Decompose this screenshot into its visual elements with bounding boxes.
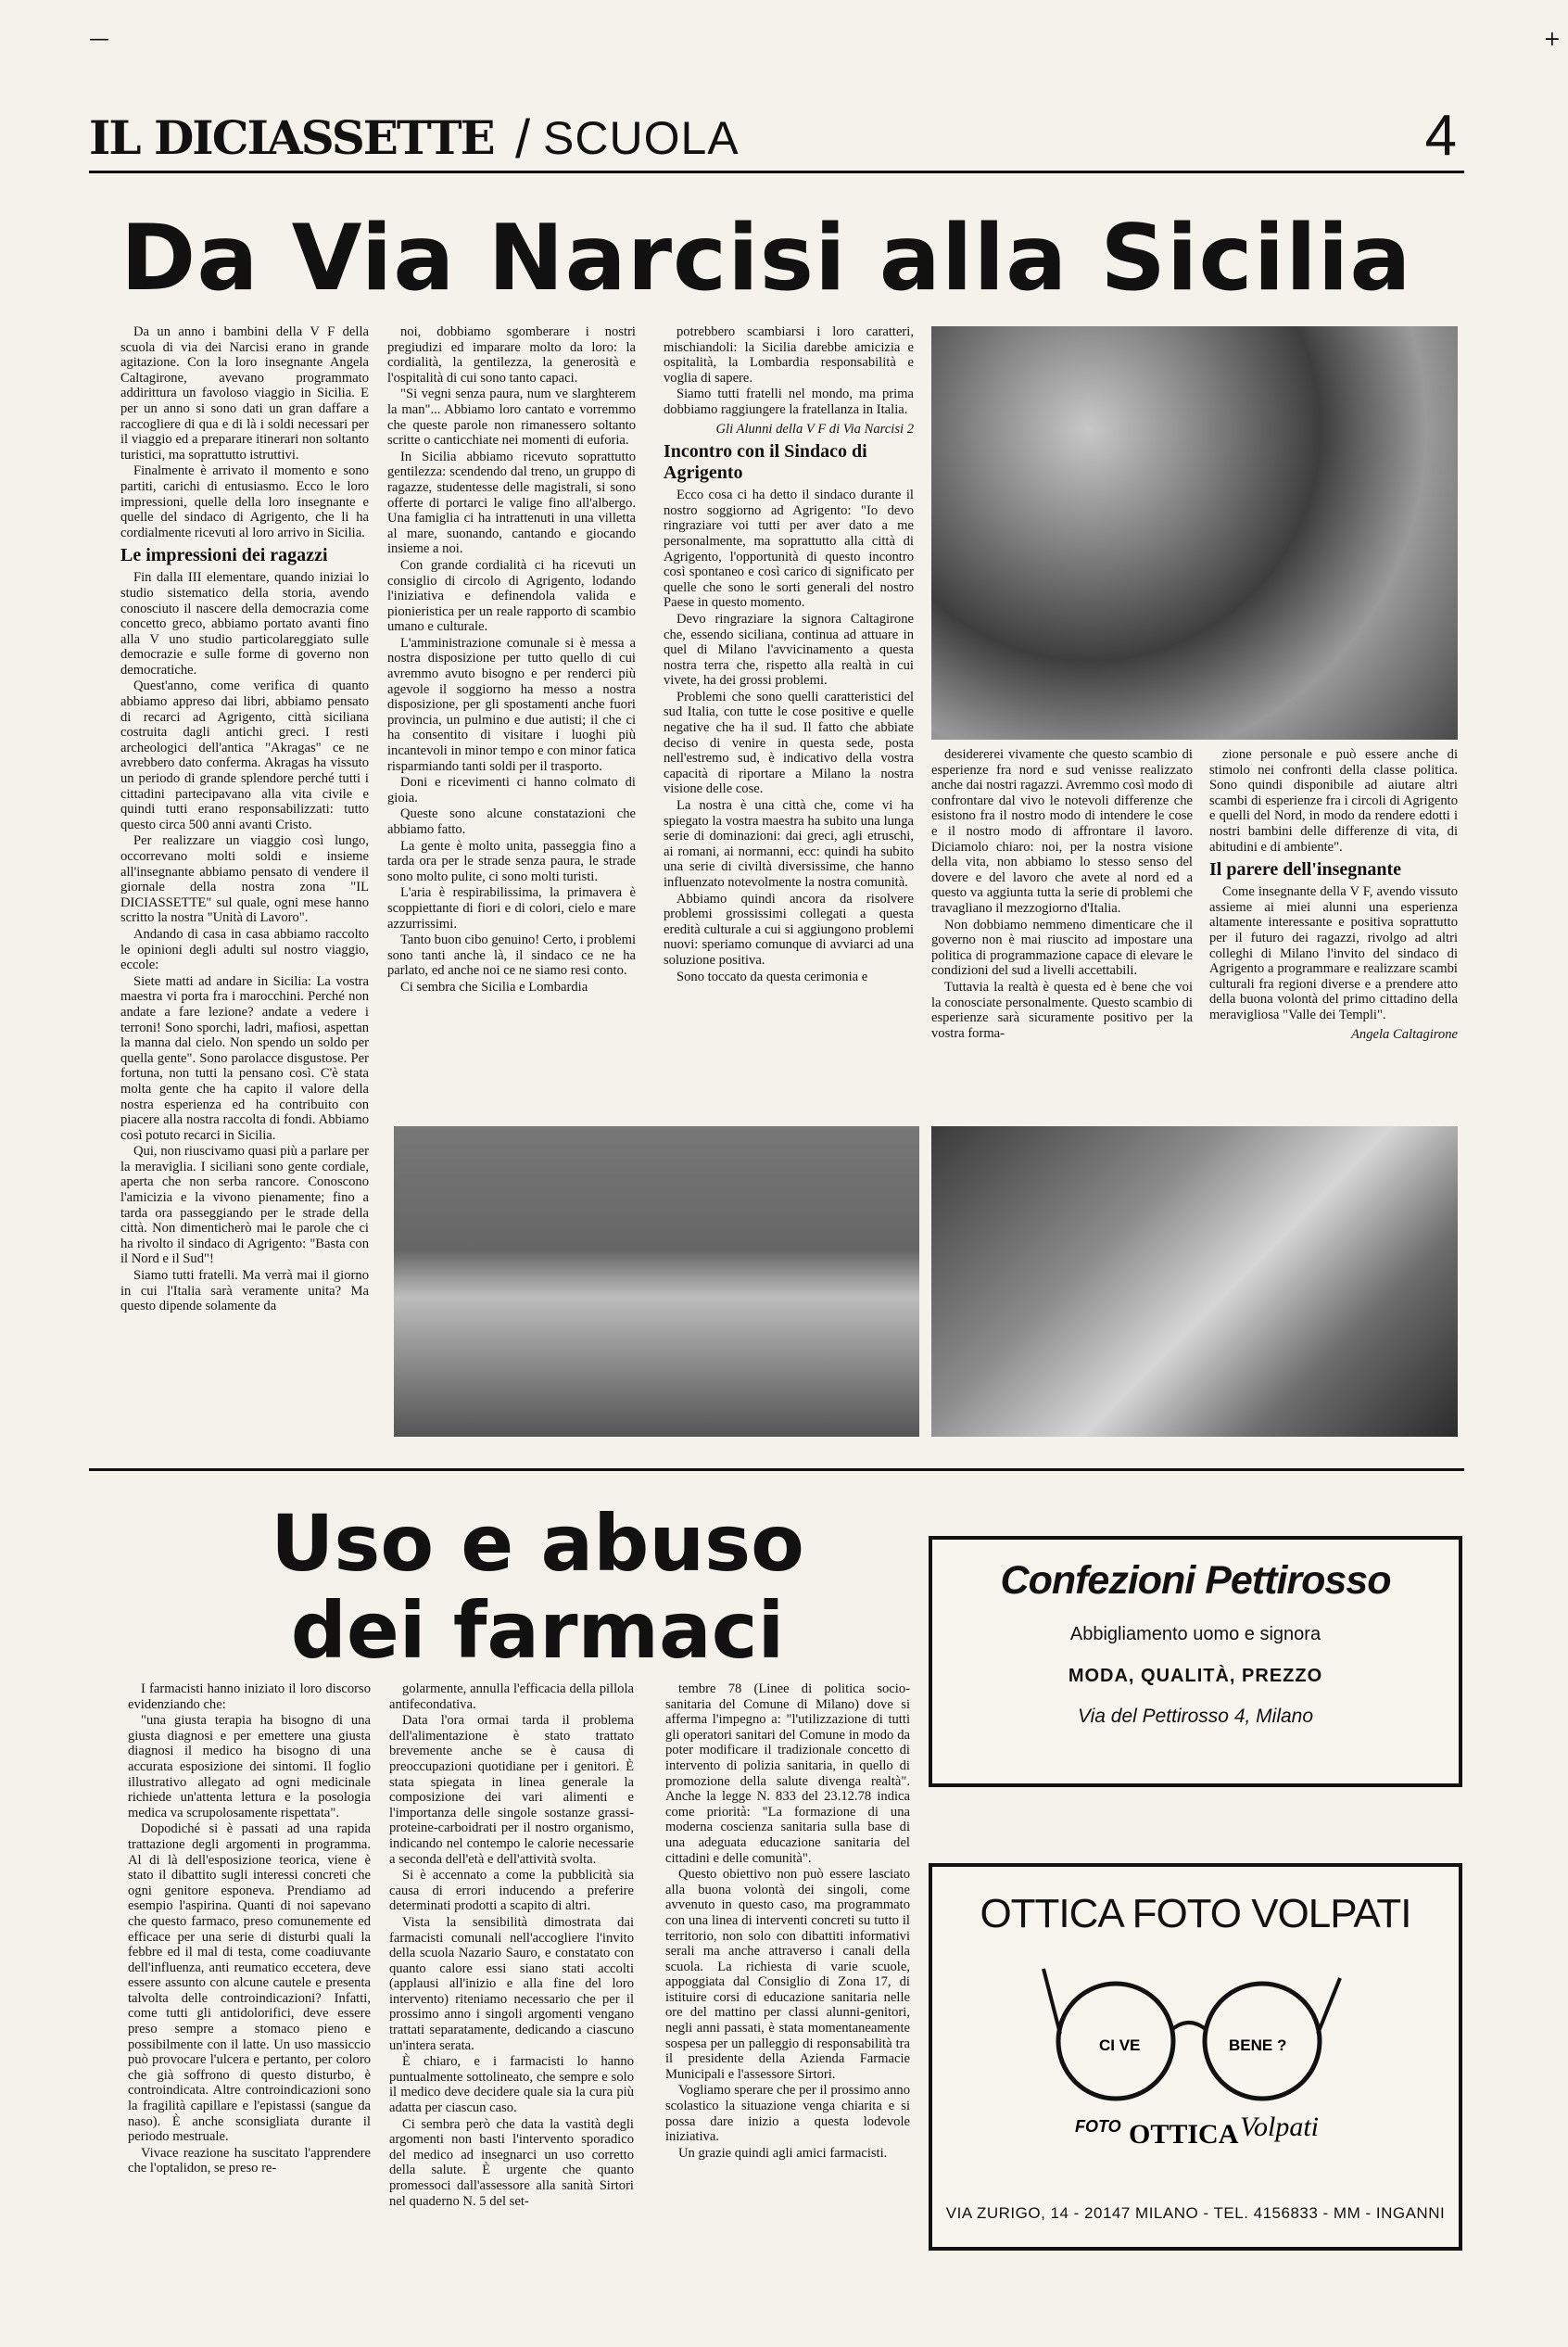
ad-address: VIA ZURIGO, 14 - 20147 MILANO - TEL. 4156833 - MM - INGANNI [945, 2204, 1446, 2222]
article-paragraph: Ci sembra che Sicilia e Lombardia [400, 979, 588, 995]
article-paragraph: In Sicilia abbiamo ricevuto soprattutto gentilezza: scendendo dal treno, un gruppo di ragazze, studentesse delle magistrali, si sono offerte di portarci le valige fino all'albergo. Una famiglia ci ha intrattenuti in una villetta al mare, suonando, cantando e giocando insieme a noi. [387, 449, 636, 557]
article-column [665, 1681, 910, 2162]
article-column [128, 1681, 371, 2177]
article-paragraph: Da un anno i bambini della V F della scuola di via dei Narcisi erano in grande agitazione. Con la loro insegnante Angela Caltagirone, avevano programmato addirittura un favoloso viaggio in Sicilia. E per un anno si sono dati un gran daffare a raccogliere di qua e di là i soldi necessari per il viaggio ed a preparare itinerari non soltanto turistici, ma soprattutto istruttivi. [120, 324, 369, 463]
article-column [387, 324, 636, 996]
article-headline: Da Via Narcisi alla Sicilia [120, 206, 1412, 311]
masthead-section: SCUOLA [543, 112, 740, 164]
article-paragraph: Un grazie quindi agli amici farmacisti. [678, 2145, 888, 2161]
article-paragraph: Data l'ora ormai tarda il problema dell'alimentazione è stato trattato brevemente anche se è causa di preoccupazioni quotidiane per i genitori. È stata spiegata in linea generale la composizione dei vari alimenti e l'importanza delle singole sostanze grassi-proteine-carboidrati per il nostro organismo, indicando nel contempo le calorie necessarie a seconda dell'età e dell'attività svolta. [389, 1713, 634, 1867]
glasses-logo-icon [1034, 1950, 1359, 2182]
article-paragraph: La nostra è una città che, come vi ha spiegato la vostra maestra ha subito una lunga serie di dominazioni: dai greci, agli etruschi, ai romani, ai normanni, ecc: quindi ha subito una serie di civiltà diversissime, che hanno influenzato notevolmente la nostra comunità. [664, 798, 914, 890]
advertisement-volpati [929, 1863, 1462, 2251]
logo-text: OTTICA [1129, 2119, 1239, 2150]
article-paragraph: noi, dobbiamo sgomberare i nostri pregiudizi ed imparare molto da loro: la cordialità, la gentilezza, la generosità e l'ospitalità di cui sono tanto capaci. [387, 324, 636, 386]
article-paragraph: Vista la sensibilità dimostrata dai farmacisti comunali nell'accogliere l'invito della scuola Nazario Sauro, e constatato con quanto calore essi siano stati accolti (applausi all'inizio e alla fine del loro intervento) riteniamo necessario che per il prossimo anno i singoli argomenti vengano trattati separatamente, dedicando a ciascuno un'intera serata. [389, 1914, 634, 2053]
article-paragraph: La gente è molto unita, passeggia fino a tarda ora per le strade senza paura, le strade sono molto pulite, ci sono molti turisti. [387, 838, 636, 884]
article-paragraph: Doni e ricevimenti ci hanno colmato di gioia. [387, 775, 636, 806]
article-paragraph: Questo obiettivo non può essere lasciato alla buona volontà dei singoli, come avvenuto in questo caso, ma programmato con una linea di interventi concreti su tutto il territorio, non solo con dibattiti informativi serali ma anche attraverso i canali della scuola. La richiesta di varie scuole, appoggiata dal Consiglio di Zona 17, di istituire corsi di educazione sanitaria nelle ore del mattino per classi alunni-genitori, negli anni passati, è stata momentaneamente sospesa per un palleggio di responsabilità tra il presidente della Azienda Farmacie Municipali e l'assessore Sirtori. [665, 1867, 910, 2082]
article-paragraph: Ecco cosa ci ha detto il sindaco durante il nostro soggiorno ad Agrigento: "Io devo ringraziare voi tutti per aver dato a me personalmente, ma soprattutto alla città di Agrigento, l'opportunità di questo incontro così spontaneo e così carico di significato per quelle che sono le sorti generali del nostro Paese in questo momento. [664, 488, 914, 611]
article-subheading: Le impressioni dei ragazzi [120, 545, 328, 566]
article-headline [250, 1500, 825, 1674]
headline-line: dei farmaci [290, 1585, 785, 1676]
article-paragraph: Finalmente è arrivato il momento e sono partiti, carichi di entusiasmo. Ecco le loro impressioni, quelle della loro insegnante e quelle del sindaco di Agrigento, che li ha cordialmente ricevuti al loro arrivo in Sicilia. [120, 463, 369, 540]
logo-text: BENE ? [1229, 2036, 1287, 2054]
article-column [389, 1681, 634, 2210]
article-column [1209, 747, 1458, 1043]
masthead-title: IL DICIASSETTE [89, 110, 494, 165]
article-paragraph: I farmacisti hanno iniziato il loro discorso evidenziando che: [128, 1681, 371, 1712]
article-paragraph: zione personale e può essere anche di stimolo nei confronti della classe politica. Sono quindi disponibile ad aiutare altri scambi di esperienze fra i circoli di Agrigento e quelli del Nord, in modo da rendere edotti i nostri bambini delle differenze di vita, di abitudini e di ambiente". [1209, 747, 1458, 855]
ad-address: Via del Pettirosso 4, Milano [1077, 1706, 1314, 1727]
article-paragraph: Vivace reazione ha suscitato l'apprendere che l'optalidon, se preso re- [128, 2145, 371, 2176]
article-paragraph: tembre 78 (Linee di politica socio-sanitaria del Comune di Milano) dove si afferma l'impegno a: "l'utilizzazione di tutti gli operatori sanitari del Comune in modo da poter modificare il tradizionale concetto di intervento di polizia sanitaria, in quello di promozione della salute divenga realtà". Anche la legge N. 833 del 23.12.78 indica come priorità: "La formazione di una moderna coscienza sanitaria sulla base di una adeguata educazione sanitaria del cittadini e delle comunità". [665, 1681, 910, 1866]
article-paragraph: Dopodiché si è passati ad una rapida trattazione degli argomenti in programma. Al di là dell'esposizione teorica, viene è stato il dibattito sugli interessi concreti che ogni genitore esponeva. Prendiamo ad esempio l'aspirina. Quanti di noi sapevano che questo farmaco, preso comunemente ed efficace per una serie di disturbi quali la febbre ed il mal di testa, come coadiuvante dell'influenza, anti reumatico eccetera, deve essere assunto con alcune cautele e presenta talvolta delle controindicazioni? Infatti, come tutti gli antidolorifici, deve essere preso sempre a stomaco pieno e possibilmente con il latte. Un uso massiccio può provocare l'ulcera e pertanto, per coloro che già soffrono di questo disturbo, è controindicata. Altre controindicazioni sono la fragilità capillare e l'epistassi (sangue da naso). È anche sconsigliata durante il periodo mestruale. [128, 1821, 371, 2145]
article-paragraph: Per realizzare un viaggio così lungo, occorrevano molti soldi e insieme all'insegnante abbiamo pensato di vendere il giornale della nostra zona "IL DICIASSETTE" sul quale, ogni mese hanno scritto la nostra "Unità di Lavoro". [120, 833, 369, 926]
crop-mark: + [1543, 28, 1561, 51]
article-column [120, 324, 369, 1315]
article-signature: Angela Caltagirone [1351, 1026, 1458, 1042]
logo-text: FOTO [1075, 2117, 1121, 2136]
article-paragraph: Siamo tutti fratelli. Ma verrà mai il giorno in cui l'Italia sarà veramente unita? Ma questo dipende solamente da [120, 1268, 369, 1314]
article-subheading: Il parere dell'insegnante [1209, 859, 1402, 881]
article-column [664, 324, 914, 985]
ad-line: Abbigliamento uomo e signora [1069, 1624, 1321, 1644]
logo-text: Volpati [1240, 2112, 1320, 2142]
article-paragraph: Si è accennato a come la pubblicità sia causa di errori inducendo a preferire determinati prodotti a scapito di altri. [389, 1868, 634, 1914]
article-signature: Gli Alunni della V F di Via Narcisi 2 [715, 421, 914, 437]
article-paragraph: Sono toccato da questa cerimonia e [677, 969, 868, 984]
article-paragraph: Siete matti ad andare in Sicilia: La vostra maestra vi porta fra i marocchini. Perché non andate a fare lezione? andate a vedere i terroni! Sono sporchi, ladri, mafiosi, aspettan la manna dal cielo. Non spendo un soldo per quella gente". Sono parolacce disgustose. Per fortuna, non tutti la pensano così. C'è stata molta gente che ha capito il valore della nostra esperienza ed ha contribuito con piacere alla nostra raccolta di fondi. Abbiamo così potuto recarci in Sicilia. [120, 973, 369, 1143]
article-paragraph: Qui, non riuscivamo quasi più a parlare per la meraviglia. I siciliani sono gente cordiale, aperta che non serba rancore. Conoscono l'amicizia e la vivono pienamente; fino a tarda ora passeggiando per le strade della città. Non dimenticherò mai le parole che ci ha rivolto il sindaco di Agrigento: "Basta con il Nord e il Sud"! [120, 1144, 369, 1267]
ad-line: MODA, QUALITÀ, PREZZO [1068, 1666, 1323, 1686]
article-paragraph: Andando di casa in casa abbiamo raccolto le opinioni degli adulti sul nostro viaggio, eccole: [120, 926, 369, 973]
article-paragraph: Vogliamo sperare che per il prossimo anno scolastico la situazione venga chiarita e si possa dare inizio a questa lodevole iniziativa. [665, 2083, 910, 2145]
article-paragraph: Non dobbiamo nemmeno dimenticare che il governo non è mai riuscito ad impostare una politica di programmazione capace di elevare le condizioni del sud a livelli accettabili. [931, 917, 1193, 979]
ad-brand: OTTICA FOTO VOLPATI [980, 1891, 1411, 1936]
article-paragraph: Abbiamo quindi ancora da risolvere problemi grossissimi collegati a questa eredità culturale a cui si aggiungono problemi nuovi: speriamo comunque di avviarci ad una soluzione positiva. [664, 891, 914, 968]
advertisement-pettirosso [929, 1536, 1462, 1787]
article-subheading: Incontro con il Sindaco di Agrigento [664, 441, 867, 484]
article-paragraph: Tanto buon cibo genuino! Certo, i problemi sono tanti anche là, il sindaco ce ne ha parlato, ed anche noi ce ne siamo resi conto. [387, 932, 636, 979]
article-paragraph: golarmente, annulla l'efficacia della pillola antifecondativa. [389, 1681, 634, 1712]
article-paragraph: desidererei vivamente che questo scambio di esperienze fra nord e sud venisse realizzato anche dai nostri ragazzi. Avremmo così modo di confrontare dal vivo le notevoli differenze che esistono fra il nostro modo di intendere le cose e il nostro modo di affrontare il lavoro. Diciamolo chiaro: noi, per la nostra visione della vita, non abbiamo lo stesso senso del dovere e del lavoro che avete al nord ed a questo va aggiunta tutta la serie di problemi che travagliano il mezzogiorno d'Italia. [931, 747, 1193, 916]
article-paragraph: L'aria è respirabilissima, la primavera è scoppiettante di fiori e di colori, cielo e mare azzurrissimi. [387, 885, 636, 932]
article-paragraph: "Si vegni senza paura, num ve slarghterem la man"... Abbiamo loro cantato e vorremmo che queste parole non rimanessero soltanto scritte o canticchiate nei momenti di euforia. [387, 387, 636, 449]
article-paragraph: Tuttavia la realtà è questa ed è bene che voi la conosciate personalmente. Questo scambio di esperienze sarà sicuramente positivo per la vostra forma- [931, 979, 1193, 1041]
section-divider [89, 1468, 1464, 1471]
article-paragraph: Fin dalla III elementare, quando iniziai lo studio sistematico della storia, avendo conosciuto il nascere della democrazia come concetto greco, abbiamo portato avanti fino alla V uno studio particolareggiato sulle democrazie e sulle forme di governo non democratiche. [120, 570, 369, 678]
article-paragraph: "una giusta terapia ha bisogno di una giusta diagnosi e per emettere una giusta diagnosi il medico ha bisogno di una accurata esposizione dei sintomi. Il foglio illustrativo allegato ad ogni medicinale richiede un'attenta lettura e la posologia medica va scrupolosamente rispettata". [128, 1713, 371, 1821]
photo-class-on-stairs [931, 1126, 1458, 1437]
ad-brand: Confezioni Pettirosso [1000, 1558, 1391, 1603]
article-paragraph: È chiaro, e i farmacisti lo hanno puntualmente sottolineato, che sempre e solo il medico deve decidere quale sia la cura più adatta per ciascun caso. [389, 2054, 634, 2116]
photo-class-in-field [394, 1126, 919, 1437]
article-paragraph: Ci sembra però che data la vastità degli argomenti non basti l'intervento sporadico del medico ad insegnarci un uso corretto della salute. È urgente che quanto promessoci dall'assessore alla sanità Sirtori nel quaderno N. 5 del set- [389, 2116, 634, 2209]
article-paragraph: Queste sono alcune constatazioni che abbiamo fatto. [387, 806, 636, 837]
crop-mark: — [89, 28, 109, 51]
article-paragraph: Con grande cordialità ci ha ricevuti un consiglio di circolo di Agrigento, lodando l'iniziativa e definendola valida e pionieristica per un reale rapporto di scambio umano e culturale. [387, 557, 636, 635]
page-number: 4 [1424, 104, 1457, 168]
article-paragraph: Siamo tutti fratelli nel mondo, ma prima dobbiamo raggiungere la fratellanza in Italia. [664, 387, 914, 417]
article-paragraph: Devo ringraziare la signora Caltagirone che, essendo siciliana, continua ad attuare in quel di Milano l'avvicinamento a questa nostra terra che, rispetto alla realtà in cui vivete, ha dei grossi problemi. [664, 611, 914, 689]
photo-children-ruins [931, 326, 1458, 740]
logo-text: CI VE [1099, 2036, 1141, 2054]
article-paragraph: potrebbero scambiarsi i loro caratteri, mischiandoli: la Sicilia darebbe amicizia e ospitalità, la Lombardia responsabilità e voglia di sapere. [664, 324, 914, 386]
article-paragraph: Come insegnante della V F, avendo vissuto assieme ai miei alunni una esperienza altamente interessante e positiva soprattutto per il futuro dei ragazzi, rivolgo ad altri colleghi di Milano l'invito del sindaco di Agrigento a programmare e realizzare scambi culturali fra regioni diverse e a prendere atto della buona volontà del primo cittadino della meravigliosa "Valle dei Templi". [1209, 884, 1458, 1022]
article-column [931, 747, 1193, 1042]
article-paragraph: Quest'anno, come verifica di quanto abbiamo appreso dai libri, abbiamo pensato di recarci ad Agrigento, città siciliana costruita dagli antichi greci. I resti archeologici dell'antica "Akragas" ce ne avrebbero dato conferma. Akragas ha vissuto un periodo di grande splendore perché tutti i cittadini partecipavano alla vita civile e quindi tutti erano responsabilizzati: tutto questo circa 500 anni avanti Cristo. [120, 679, 369, 832]
article-paragraph: L'amministrazione comunale si è messa a nostra disposizione per tutto quello di cui avremmo avuto bisogno e per renderci più agevole il soggiorno ha messo a nostra disposizione, per gli spostamenti anche fuori provincia, un pulmino e due autisti; il che ci ha consentito di visitare i luoghi più incantevoli in minor tempo e con minor fatica risparmiando tanti soldi per il trasporto. [387, 635, 636, 774]
headline-line: Uso e abuso [271, 1498, 804, 1589]
masthead-separator: / [515, 109, 531, 170]
masthead [89, 104, 1464, 173]
article-paragraph: Problemi che sono quelli caratteristici del sud Italia, con tutte le cose positive e quelle negative che ha il sud. Il fatto che abbiate deciso di venire in questa sede, posta nell'estremo sud, è indicativo della vostra capacità di riportare a Milano la nostra visione delle cose. [664, 689, 914, 797]
